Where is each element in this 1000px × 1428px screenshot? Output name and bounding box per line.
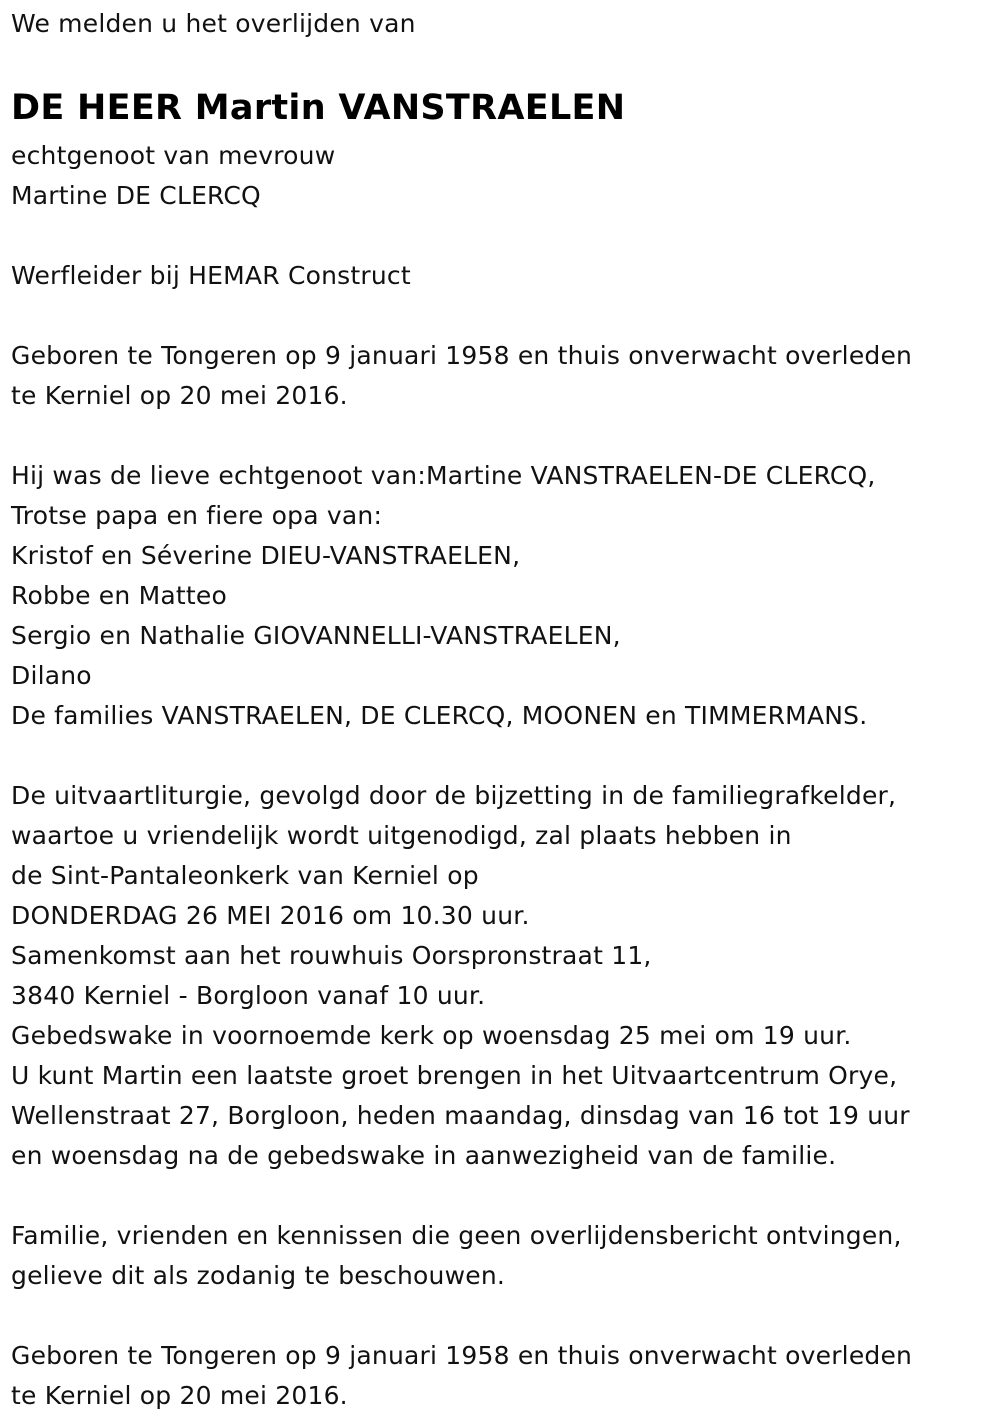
- family-line: Sergio en Nathalie GIOVANNELLI-VANSTRAELEN,: [11, 621, 621, 650]
- funeral-line: Samenkomst aan het rouwhuis Oorspronstraat 11,: [11, 941, 652, 970]
- funeral-section: [11, 776, 986, 1176]
- birth-death-line-1: Geboren te Tongeren op 9 januari 1958 en thuis onverwacht overleden: [11, 341, 913, 370]
- funeral-line: Gebedswake in voornoemde kerk op woensdag 25 mei om 19 uur.: [11, 1021, 852, 1050]
- funeral-line: DONDERDAG 26 MEI 2016 om 10.30 uur.: [11, 901, 530, 930]
- spacer: [11, 416, 986, 456]
- family-line: Kristof en Séverine DIEU-VANSTRAELEN,: [11, 541, 521, 570]
- funeral-line: Wellenstraat 27, Borgloon, heden maandag, dinsdag van 16 tot 19 uur: [11, 1101, 910, 1130]
- spacer: [11, 296, 986, 336]
- spacer: [11, 1296, 986, 1336]
- spacer: [11, 736, 986, 776]
- spacer: [11, 216, 986, 256]
- death-announcement: [11, 4, 986, 1416]
- notice-section: [11, 1216, 986, 1296]
- birth-death-repeat-line-1: Geboren te Tongeren op 9 januari 1958 en thuis onverwacht overleden: [11, 1341, 913, 1370]
- funeral-line: de Sint-Pantaleonkerk van Kerniel op: [11, 861, 479, 890]
- spacer: [11, 1176, 986, 1216]
- funeral-line: en woensdag na de gebedswake in aanwezigheid van de familie.: [11, 1141, 837, 1170]
- funeral-line: U kunt Martin een laatste groet brengen in het Uitvaartcentrum Orye,: [11, 1061, 898, 1090]
- birth-death-repeat-line-2: te Kerniel op 20 mei 2016.: [11, 1381, 348, 1410]
- occupation-text: Werfleider bij HEMAR Construct: [11, 261, 411, 290]
- family-line: Robbe en Matteo: [11, 581, 227, 610]
- family-line: Dilano: [11, 661, 92, 690]
- notice-line: gelieve dit als zodanig te beschouwen.: [11, 1261, 506, 1290]
- family-line: Hij was de lieve echtgenoot van:Martine VANSTRAELEN-DE CLERCQ,: [11, 461, 876, 490]
- family-line: De families VANSTRAELEN, DE CLERCQ, MOONEN en TIMMERMANS.: [11, 701, 868, 730]
- spouse-line-2: Martine DE CLERCQ: [11, 181, 261, 210]
- notice-line: Familie, vrienden en kennissen die geen overlijdensbericht ontvingen,: [11, 1221, 902, 1250]
- intro-text: We melden u het overlijden van: [11, 9, 416, 38]
- family-line: Trotse papa en fiere opa van:: [11, 501, 383, 530]
- spouse-line-1: echtgenoot van mevrouw: [11, 141, 336, 170]
- deceased-name: DE HEER Martin VANSTRAELEN: [11, 88, 626, 128]
- family-section: [11, 456, 986, 736]
- funeral-line: 3840 Kerniel - Borgloon vanaf 10 uur.: [11, 981, 486, 1010]
- birth-death-line-2: te Kerniel op 20 mei 2016.: [11, 381, 348, 410]
- spacer: [11, 44, 986, 81]
- funeral-line: waartoe u vriendelijk wordt uitgenodigd, zal plaats hebben in: [11, 821, 792, 850]
- funeral-line: De uitvaartliturgie, gevolgd door de bijzetting in de familiegrafkelder,: [11, 781, 897, 810]
